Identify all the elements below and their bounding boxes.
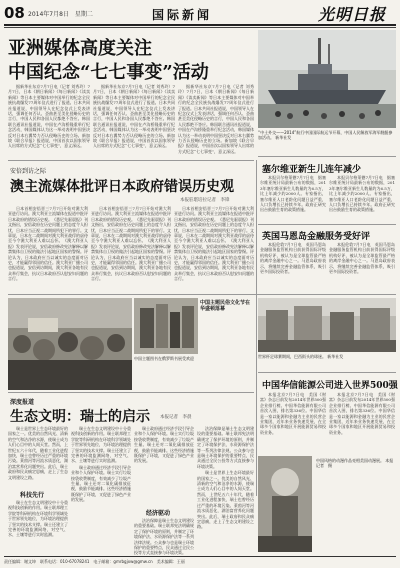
divider [8, 294, 396, 295]
eco-body-col2: 瑞士在生态文明建设中十分重视科技创新的作用。瑞士联邦理工学院等科研机构在环境科学领域处于世界领先地位，为环境治理提供了坚实的技术支撑。瑞士还建立了完善的环境监测网络，对空气、水、土壤等进行实时监测。 瑞士政府通过经济手段引导企业和个人保护环境。瑞士实行垃圾按袋收费制度，有效减少了垃圾产生量。瑞士还对二氧化碳排放征税，鼓励节能减排。这些经济措施既保护了环境，又促进了绿色产业的发展。 [71, 426, 131, 503]
eco-body-col4: 法治保障是瑞士生态文明建设的重要基础。瑞士联邦宪法明确规定了保护环境的原则，并制定了环境保护法、水资源保护法等一系列法律法规。公众参与也是瑞士环境保护的重要特点，民众通过全民公投等方式直接参与环境决策。 瑞士是世界上生态环境最好的国家之一。优美的自然风光、清新的空气和洁净的水源，使瑞士成为人们心目中的人间天堂。然而，上世纪五六十年代，随着工业化进程加快，瑞士也曾经历过严重的环境污染。莱茵河等河流水质恶化，湖泊富营养化问题突出。此后，瑞士政府和民众痛定思痛，走上了生态文明建设之路。 [197, 426, 254, 530]
caption-small-photo: 中国主题民俗文化节在华盛顿落幕 [200, 300, 251, 312]
lead-headline-line2: 中国纪念“七七事变”活动 [8, 62, 209, 83]
photo-crowd [8, 298, 132, 390]
crowd-image [8, 298, 132, 390]
lead-body-col3: 据新华社东京7月7日电（记者 刘秀玲）7月7日，日本《朝日新闻》《每日新闻》《读卖新闻》等日本主要媒体对中国举行的纪念全民族抗战爆发77周年仪式进行了报道。日本共同社报道说，中国领导人在纪念仪式上发表讲话，强调任何否认、歪曲甚至美化侵略历史的言行，中国人民和各国人民都绝不答应。韩国联合通讯社报道说，中国在卢沟桥隆重举行纪念活动，韩国媒体认为这一举动表明中国坚决反对日本右翼势力否认侵略历史的立场。新加坡《联合早报》报道说，中国首次以国家领导人出席的方式纪念“七七事变”，意义深远。 [178, 84, 254, 154]
page-header [0, 0, 400, 26]
issue-date: 2014年7月8日 星期二 [28, 11, 93, 18]
caption-anime: 中国风格的动漫作品亮相美国动漫展。 本报记者 摄 [316, 458, 394, 469]
street-image [258, 298, 396, 352]
divider [258, 224, 396, 225]
eco-body-col1: 瑞士是世界上生态环境最好的国家之一。优美的自然风光、清新的空气和洁净的水源，使瑞士成为人们心目中的人间天堂。然而，上世纪五六十年代，随着工业化进程加快，瑞士也曾经历过严重的环境污染。莱茵河等河流水质恶化，湖泊富营养化问题突出。此后，瑞士政府和民众痛定思痛，走上了生态文明建设之路。 [8, 426, 68, 480]
photo-anime [258, 456, 312, 552]
fortune-headline: 中国华信能源公司进入世界500强 [262, 381, 398, 391]
isle-of-man-body-col1: 本报伦敦7月7日电 英国马恩岛金融服务监管机构日前获得国际评级机构好评，被认为是全球监管最严格的离岸金融中心之一。马恩岛政府表示，将继续完善金融监管体系，吸引更多国际投资者。 [260, 242, 326, 275]
aus-byline: 本报驻堪培拉记者 李锋 [180, 198, 230, 203]
divider [8, 160, 254, 161]
serbia-body-col1: 本报贝尔格莱德7月7日电 据塞尔维亚统计局最新公布的数据，2013年塞尔维亚新生儿数量约为6.5万，比上年减少约2000人。专家指出，塞尔维亚人口老龄化问题日益严重，人口负增长已持续多年。政府正研究出台鼓励生育的政策措施。 [260, 175, 326, 213]
header-rule [4, 24, 396, 26]
caption-street: 世界杯足球赛期间，巴西街头的球迷。 新华社发 [258, 354, 344, 359]
eco-subhead-tech: 科技先行 [20, 492, 45, 499]
lead-headline-line1: 亚洲媒体高度关注 [8, 38, 152, 59]
divider [258, 156, 396, 157]
photo-books [134, 298, 198, 354]
aus-body-col1: 日本首相安倍晋三7月7日开始对澳大利亚进行访问。澳大利亚主流媒体在报道中批评日本政府的错误历史观。《悉尼先驱晨报》刊文指出，安倍政府在历史问题上的态度令人担忧，日本应当正视二战期间所犯下的罪行。文章说，日本在二战期间对澳大利亚战俘的虐待至今令澳大利亚人难以忘怀。《澳大利亚人报》发表评论说，安倍政府修改宪法解释以解禁集体自卫权的做法引起地区国家的警惕。评论认为，日本政府应当以诚实的态度面对历史，才能赢得邻国的信任。澳大利亚广播公司也报道说，安倍到访期间，澳大利亚各地有民众举行集会，抗议日本政府否认慰安妇问题的言行。 [8, 206, 88, 282]
aus-body-col3: 日本首相安倍晋三7月7日开始对澳大利亚进行访问。澳大利亚主流媒体在报道中批评日本政府的错误历史观。《悉尼先驱晨报》刊文指出，安倍政府在历史问题上的态度令人担忧，日本应当正视二战期间所犯下的罪行。文章说，日本在二战期间对澳大利亚战俘的虐待至今令澳大利亚人难以忘怀。《澳大利亚人报》发表评论说，安倍政府修改宪法解释以解禁集体自卫权的做法引起地区国家的警惕。评论认为，日本政府应当以诚实的态度面对历史，才能赢得邻国的信任。澳大利亚广播公司也报道说，安倍到访期间，澳大利亚各地有民众举行集会，抗议日本政府否认慰安妇问题的言行。 [174, 206, 254, 282]
fortune-body-col1: 本报北京7月7日电 美国《财富》杂志日前发布2014年世界500强企业排行榜。中国华信能源有限公司首次入围，排名第336位。中国华信是一家以能源和金融为主业的民营企业集团，近年来业务快速发展，在全球多个国家和地区开展能源贸易和投资业务。 [260, 392, 326, 435]
eco-body-col3b: 法治保障是瑞士生态文明建设的重要基础。瑞士联邦宪法明确规定了保护环境的原则，并制定了环境保护法、水资源保护法等一系列法律法规。公众参与也是瑞士环境保护的重要特点，民众通过全民公投等方式直接参与环境决策。 [134, 518, 194, 556]
eco-subhead-economy: 经济驱动 [146, 510, 171, 517]
anime-image [258, 456, 312, 552]
serbia-headline: 塞尔维亚新生儿连年减少 [262, 165, 362, 175]
photo-naval-ship [258, 30, 396, 128]
column-divider [256, 160, 257, 496]
eco-body-col1b: 瑞士在生态文明建设中十分重视科技创新的作用。瑞士联邦理工学院等科研机构在环境科学领域处于世界领先地位，为环境治理提供了坚实的技术支撑。瑞士还建立了完善的环境监测网络，对空气、水、土壤等进行实时监测。 [8, 500, 68, 538]
page-number: 08 [4, 4, 25, 22]
newspaper-logo: 光明日报 [318, 5, 387, 24]
divider [8, 392, 254, 393]
photo-street [258, 298, 396, 352]
lead-body-col1: 据新华社东京7月7日电（记者 刘秀玲）7月7日，日本《朝日新闻》《每日新闻》《读卖新闻》等日本主要媒体对中国举行的纪念全民族抗战爆发77周年仪式进行了报道。日本共同社报道说，中国领导人在纪念仪式上发表讲话，强调任何否认、歪曲甚至美化侵略历史的言行，中国人民和各国人民都绝不答应。韩国联合通讯社报道说，中国在卢沟桥隆重举行纪念活动，韩国媒体认为这一举动表明中国坚决反对日本右翼势力否认侵略历史的立场。新加坡《联合早报》报道说，中国首次以国家领导人出席的方式纪念“七七事变”，意义深远。 [8, 84, 90, 149]
serbia-body-col2: 本报贝尔格莱德7月7日电 据塞尔维亚统计局最新公布的数据，2013年塞尔维亚新生儿数量约为6.5万，比上年减少约2000人。专家指出，塞尔维亚人口老龄化问题日益严重，人口负增长已持续多年。政府正研究出台鼓励生育的政策措施。 [329, 175, 395, 213]
divider [258, 372, 396, 373]
eco-body-col3: 瑞士政府通过经济手段引导企业和个人保护环境。瑞士实行垃圾按袋收费制度，有效减少了垃圾产生量。瑞士还对二氧化碳排放征税，鼓励节能减排。这些经济措施既保护了环境，又促进了绿色产业的发展。 [134, 426, 194, 464]
isle-of-man-headline: 英国马恩岛金融服务受好评 [262, 232, 371, 242]
aus-headline: 澳主流媒体批评日本政府错误历史观 [10, 179, 234, 195]
eco-headline: 生态文明：瑞士的启示 [10, 409, 150, 425]
naval-ship-image [258, 30, 396, 128]
books-image [134, 298, 198, 354]
caption-books: 中国主题图书在俄罗斯书展受欢迎 [134, 356, 194, 361]
caption-naval-ship: “中土外交——2014”航行中国国际航运节开幕，中国人民解放军海军舰艇参加活动。 新华社发 [258, 130, 393, 141]
eco-kicker: 深度报道 [10, 399, 35, 406]
eco-byline: 本报记者 李晨 [160, 415, 192, 420]
isle-of-man-body-col2: 本报伦敦7月7日电 英国马恩岛金融服务监管机构日前获得国际评级机构好评，被认为是全球监管最严格的离岸金融中心之一。马恩岛政府表示，将继续完善金融监管体系，吸引更多国际投资者。 [329, 242, 395, 275]
aus-kicker: 安倍到访之际 [10, 168, 47, 175]
page-footer: 责任编辑：谢文坤 联系电话：010-67078241 电子邮箱：gmrbgjxw@gmw.cn 美术编辑：王丽 [4, 556, 396, 568]
fortune-body-col2: 本报北京7月7日电 美国《财富》杂志日前发布2014年世界500强企业排行榜。中国华信能源有限公司首次入围，排名第336位。中国华信是一家以能源和金融为主业的民营企业集团，近年来业务快速发展，在全球多个国家和地区开展能源贸易和投资业务。 [329, 392, 395, 435]
section-title: 国际新闻 [152, 8, 213, 22]
header-rule-thin [4, 27, 396, 28]
lead-body-col2: 据新华社东京7月7日电（记者 刘秀玲）7月7日，日本《朝日新闻》《每日新闻》《读卖新闻》等日本主要媒体对中国举行的纪念全民族抗战爆发77周年仪式进行了报道。日本共同社报道说，中国领导人在纪念仪式上发表讲话，强调任何否认、歪曲甚至美化侵略历史的言行，中国人民和各国人民都绝不答应。韩国联合通讯社报道说，中国在卢沟桥隆重举行纪念活动，韩国媒体认为这一举动表明中国坚决反对日本右翼势力否认侵略历史的立场。新加坡《联合早报》报道说，中国首次以国家领导人出席的方式纪念“七七事变”，意义深远。 [93, 84, 175, 149]
aus-body-col2: 日本首相安倍晋三7月7日开始对澳大利亚进行访问。澳大利亚主流媒体在报道中批评日本政府的错误历史观。《悉尼先驱晨报》刊文指出，安倍政府在历史问题上的态度令人担忧，日本应当正视二战期间所犯下的罪行。文章说，日本在二战期间对澳大利亚战俘的虐待至今令澳大利亚人难以忘怀。《澳大利亚人报》发表评论说，安倍政府修改宪法解释以解禁集体自卫权的做法引起地区国家的警惕。评论认为，日本政府应当以诚实的态度面对历史，才能赢得邻国的信任。澳大利亚广播公司也报道说，安倍到访期间，澳大利亚各地有民众举行集会，抗议日本政府否认慰安妇问题的言行。 [91, 206, 171, 282]
